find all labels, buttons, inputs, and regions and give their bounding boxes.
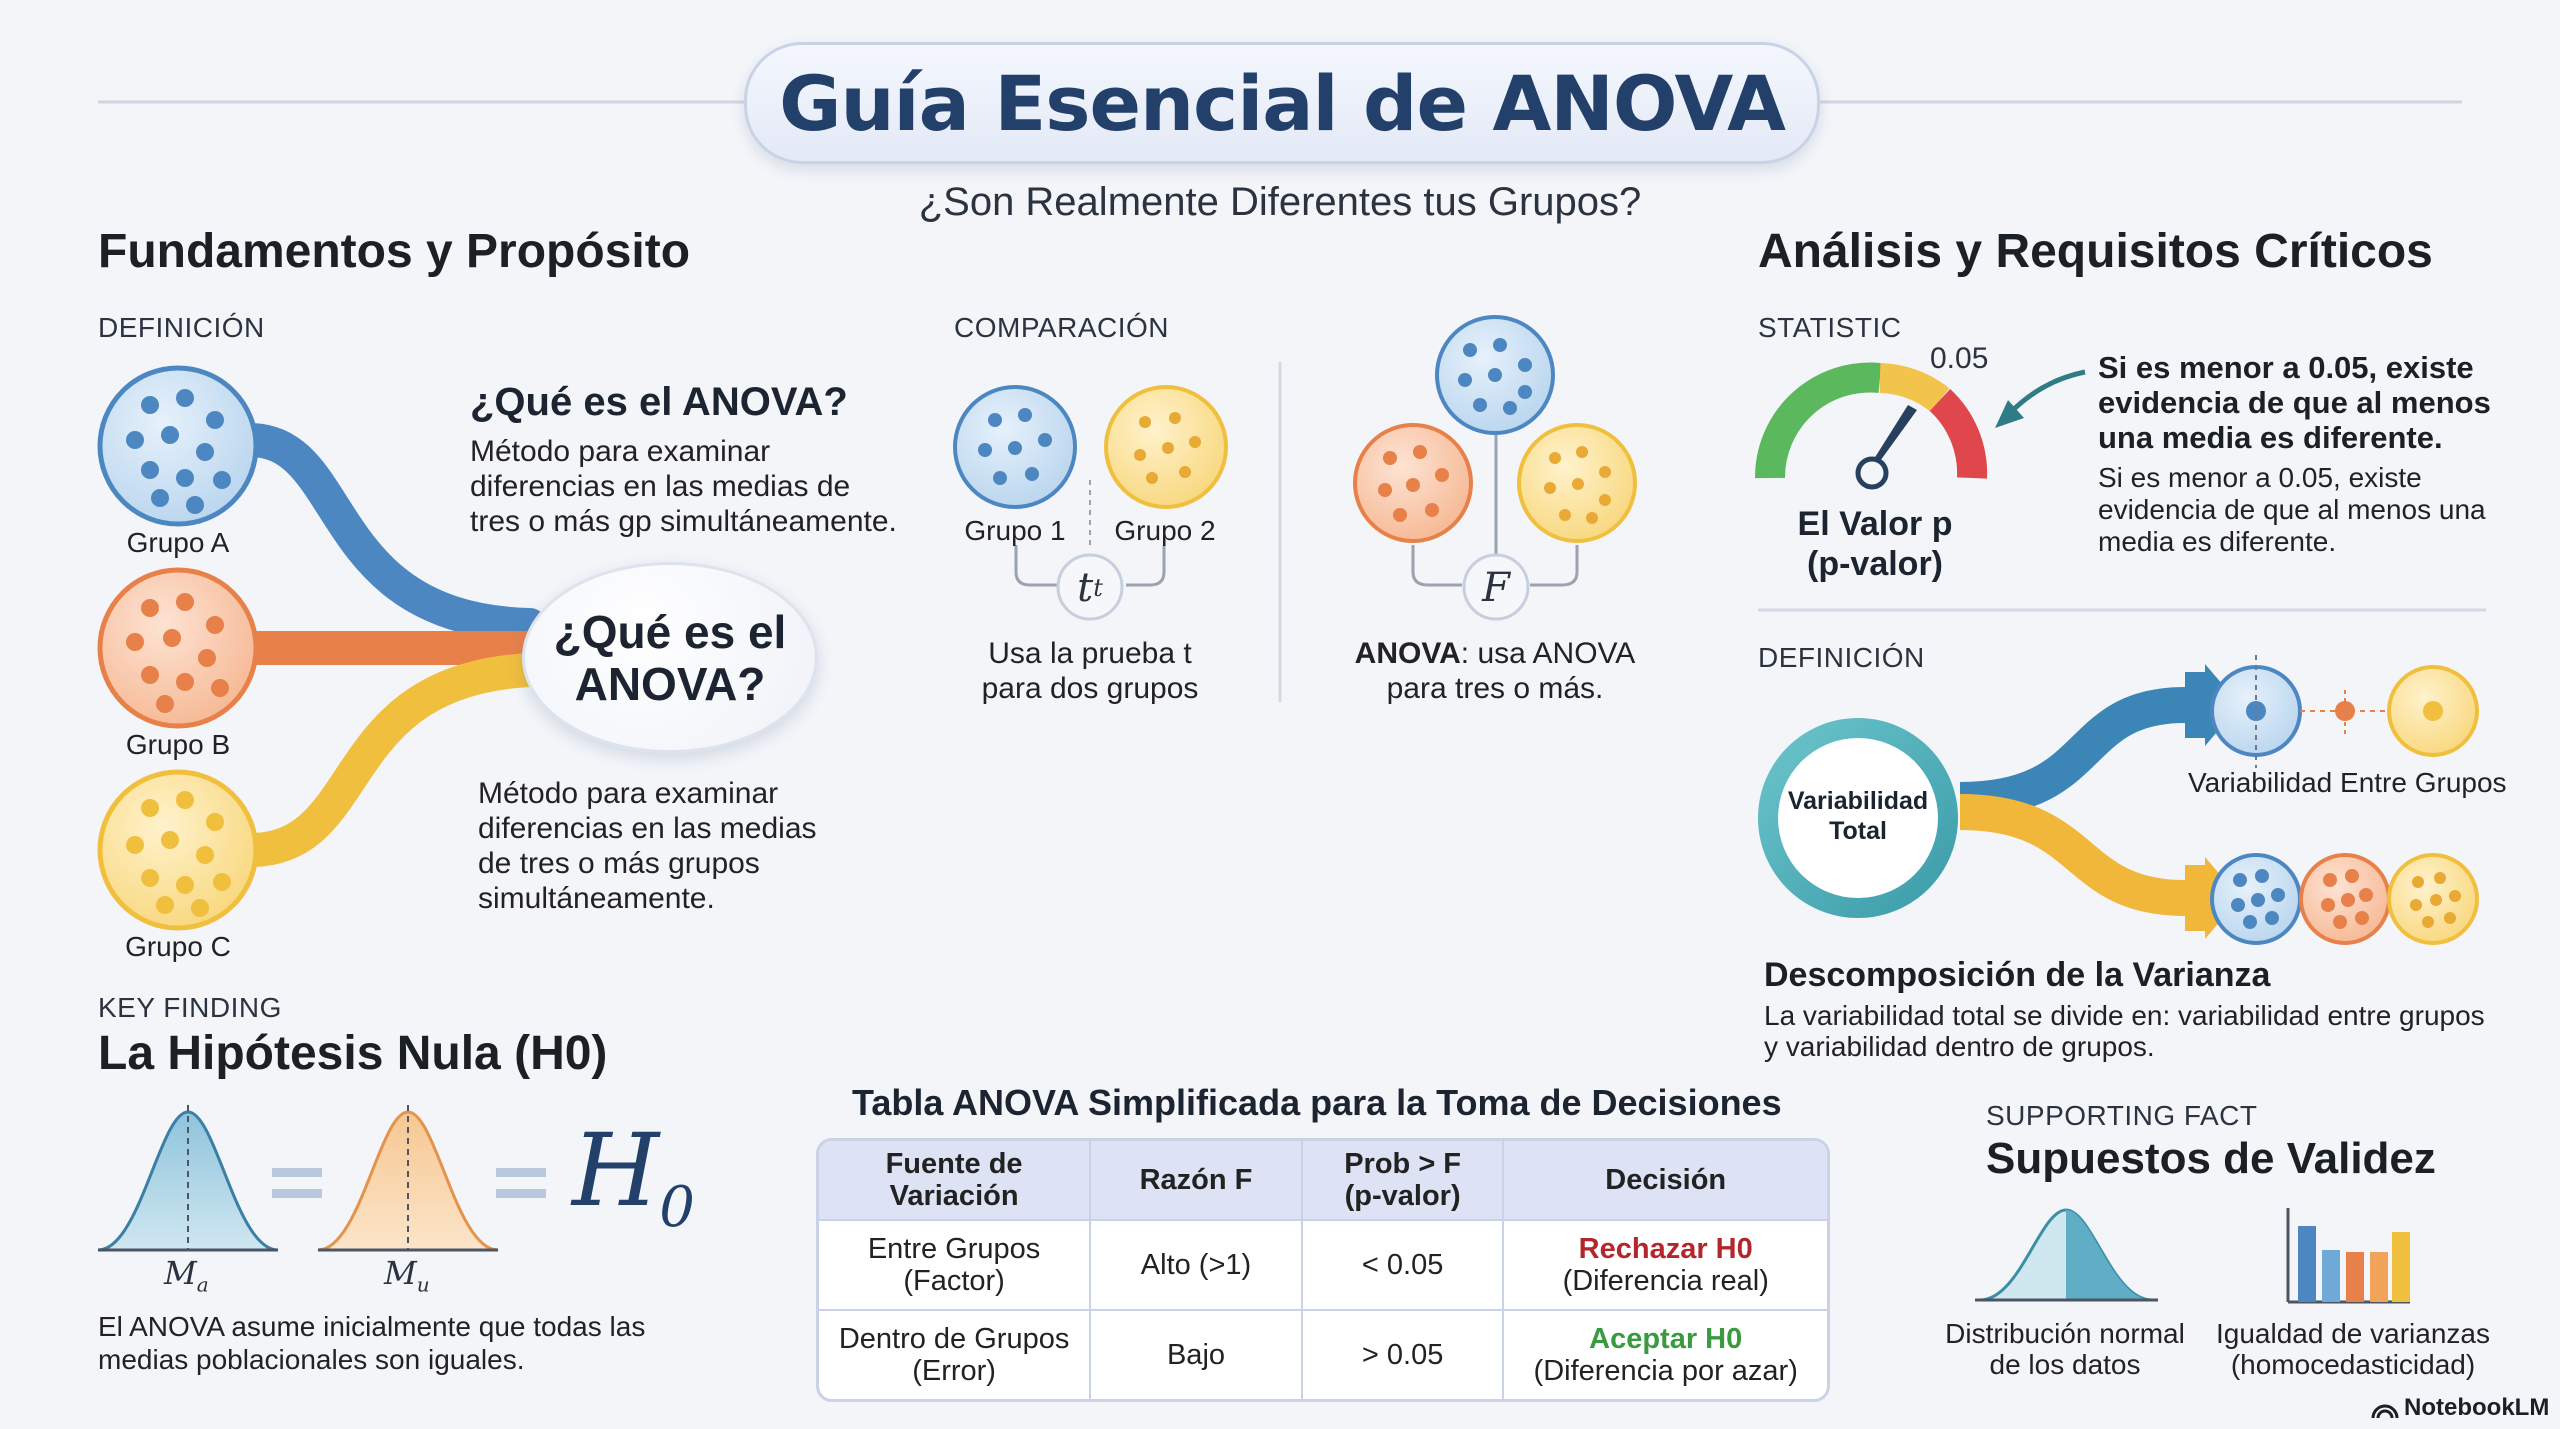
variance-decomposition-text: La variabilidad total se divide en: variabilidad entre grupos y variabilidad dentro de grupos.: [1764, 1000, 2485, 1062]
anova-table: [816, 1138, 1830, 1402]
anova-group-top: [1437, 317, 1553, 433]
normal-curve-orange: [318, 1105, 498, 1250]
p-value-gauge: [1770, 377, 1972, 487]
row-ratio: Bajo: [1091, 1309, 1303, 1399]
header-p-value: Prob > F (p-valor): [1303, 1141, 1505, 1219]
definition-label: DEFINICIÓN: [98, 312, 265, 343]
h0-symbol: $H_0$: [572, 1112, 695, 1240]
equal-variances-label: Igualdad de varianzas (homocedasticidad): [2216, 1318, 2490, 1380]
equals-sign-1: [272, 1168, 322, 1198]
what-is-anova-heading: ¿Qué es el ANOVA?: [470, 380, 848, 424]
row-p: < 0.05: [1303, 1219, 1505, 1309]
normal-distribution-icon: [1975, 1210, 2158, 1300]
between-groups-diagram: [2212, 655, 2477, 768]
row-source: Dentro de Grupos (Error): [819, 1309, 1091, 1399]
group-a-label: Grupo A: [126, 527, 230, 558]
what-is-anova-text: Método para examinar diferencias en las medias de tres o más gp simultáneamente.: [470, 435, 897, 538]
group-c-label: Grupo C: [125, 931, 231, 962]
row-decision: Aceptar H0 (Diferencia por azar): [1504, 1309, 1827, 1399]
what-is-anova-bubble: ¿Qué es el ANOVA?: [522, 562, 818, 753]
title-banner: [744, 42, 1820, 164]
null-hypothesis-title: La Hipótesis Nula (H0): [98, 1027, 608, 1080]
p-value-note-bold: Si es menor a 0.05, existe evidencia de que al menos una media es diferente.: [2098, 350, 2491, 455]
group-2-label: Grupo 2: [1114, 515, 1216, 546]
between-groups-label: Variabilidad Entre Grupos: [2188, 767, 2507, 798]
right-definition-label: DEFINICIÓN: [1758, 642, 1925, 673]
equals-sign-2: [496, 1168, 546, 1198]
group-b-label: Grupo B: [125, 729, 231, 760]
anova-caption: ANOVA: usa ANOVA para tres o más.: [1354, 637, 1636, 705]
decomp-arrow-blue: [1960, 705, 2185, 800]
group-a-circle: [100, 368, 256, 524]
t-test-symbol: t t: [1077, 565, 1103, 611]
assumptions-title: Supuestos de Validez: [1986, 1134, 2436, 1183]
group-c-circle: [100, 772, 256, 928]
p-value-note: Si es menor a 0.05, existe evidencia de que al menos una media es diferente.: [2098, 462, 2486, 557]
p-value-title: El Valor p (p-valor): [1797, 505, 1953, 583]
variance-decomposition-title: Descomposición de la Varianza: [1764, 956, 2271, 994]
header-decision: Decisión: [1504, 1141, 1827, 1219]
mean-a-symbol: $M_a$: [164, 1254, 209, 1297]
row-ratio: Alto (>1): [1091, 1219, 1303, 1309]
header-f-ratio: Razón F: [1091, 1141, 1303, 1219]
notebooklm-brand: NotebookLM: [2404, 1394, 2550, 1421]
anova-group-right: [1519, 425, 1635, 541]
null-hypothesis-text: El ANOVA asume inicialmente que todas las medias poblacionales son iguales.: [98, 1311, 646, 1375]
decomp-arrow-yellow: [1960, 812, 2185, 898]
anova-group-left: [1355, 425, 1471, 541]
page-title: Guía Esencial de ANOVA: [779, 58, 1785, 148]
analysis-title: Análisis y Requisitos Críticos: [1758, 225, 2433, 278]
table-row: [819, 1309, 1827, 1399]
group-1-label: Grupo 1: [964, 515, 1066, 546]
comparison-label: COMPARACIÓN: [954, 312, 1169, 343]
mean-u-symbol: $M_u$: [384, 1254, 430, 1297]
what-is-anova-text-2: Método para examinar diferencias en las medias de tres o más grupos simultáneamente.: [478, 777, 817, 915]
notebooklm-logo-icon: [2373, 1406, 2397, 1418]
group-1-circle: [955, 387, 1075, 507]
gauge-callout-arrow: [2008, 372, 2085, 415]
group-b-circle: [100, 570, 256, 726]
row-source: Entre Grupos (Factor): [819, 1219, 1091, 1309]
variance-bars-icon: [2288, 1208, 2410, 1302]
group-2-circle: [1106, 387, 1226, 507]
page-subtitle: ¿Son Realmente Diferentes tus Grupos?: [918, 180, 1642, 224]
gauge-threshold: 0.05: [1930, 342, 1989, 375]
header-source: Fuente de Variación: [819, 1141, 1091, 1219]
anova-table-title: Tabla ANOVA Simplificada para la Toma de Decisiones: [852, 1082, 1782, 1123]
f-test-symbol: F: [1482, 565, 1510, 611]
fundamentals-title: Fundamentos y Propósito: [98, 225, 691, 278]
statistic-label: STATISTIC: [1758, 312, 1902, 343]
key-finding-label: KEY FINDING: [98, 992, 282, 1023]
table-row: [819, 1219, 1827, 1309]
row-p: > 0.05: [1303, 1309, 1505, 1399]
t-test-caption: Usa la prueba t para dos grupos: [981, 637, 1199, 705]
normal-distribution-label: Distribución normal de los datos: [1945, 1318, 2185, 1380]
supporting-fact-label: SUPPORTING FACT: [1986, 1100, 2258, 1131]
normal-curve-blue: [98, 1105, 278, 1250]
row-decision: Rechazar H0 (Diferencia real): [1504, 1219, 1827, 1309]
total-variability-label: Variabilidad Total: [1787, 787, 1929, 845]
within-groups-diagram: [2212, 855, 2477, 943]
